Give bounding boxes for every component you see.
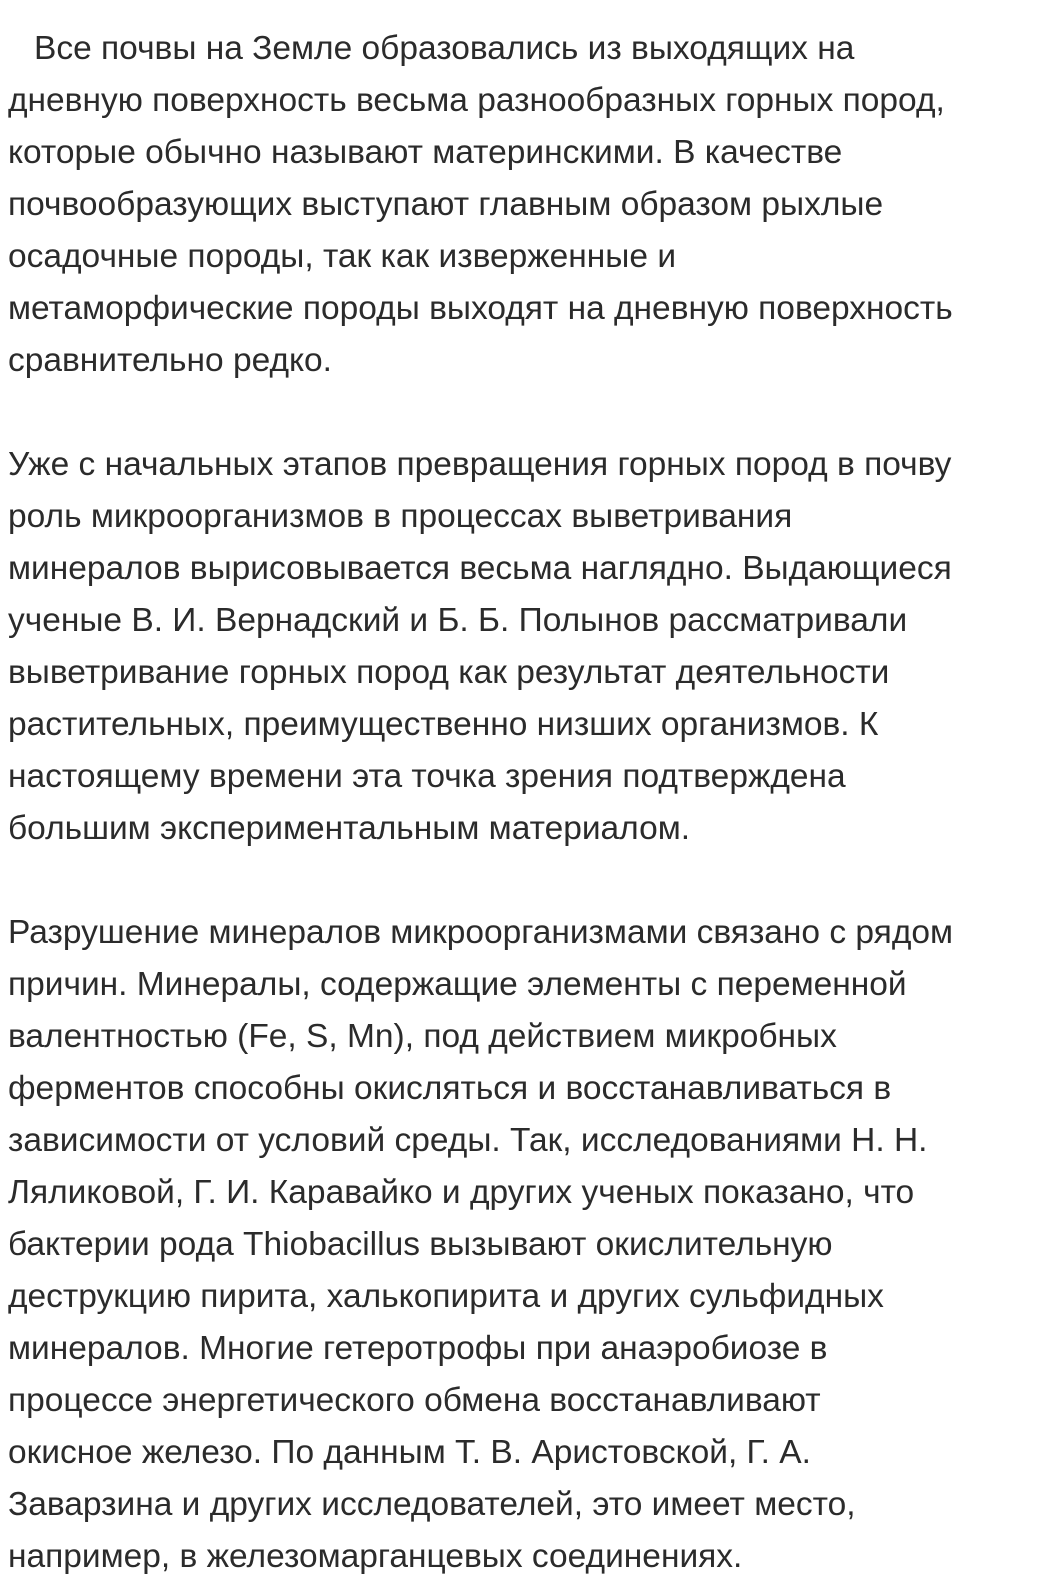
text-line: минералов вырисовывается весьма наглядно. Выдающиеся (8, 550, 952, 587)
text-line: почвообразующих выступают главным образом рыхлые (8, 186, 884, 223)
text-line: настоящему времени эта точка зрения подтверждена (8, 758, 846, 795)
text-line: растительных, преимущественно низших организмов. К (8, 706, 879, 743)
text-line: Заварзина и других исследователей, это имеет место, (8, 1486, 856, 1523)
text-line: Разрушение минералов микроорганизмами связано с рядом (8, 914, 954, 951)
text-line: окисное железо. По данным Т. В. Аристовской, Г. А. (8, 1434, 811, 1471)
paragraph-3 (8, 907, 1048, 1583)
text-line: выветривание горных пород как результат деятельности (8, 654, 890, 691)
text-line: ученые В. И. Вернадский и Б. Б. Полынов рассматривали (8, 602, 908, 639)
text-line: Ляликовой, Г. И. Каравайко и других ученых показано, что (8, 1174, 915, 1211)
text-line: которые обычно называют материнскими. В качестве (8, 134, 843, 171)
text-line: минералов. Многие гетеротрофы при анаэробиозе в (8, 1330, 828, 1367)
text-line: ферментов способны окисляться и восстанавливаться в (8, 1070, 892, 1107)
text-line: процессе энергетического обмена восстанавливают (8, 1382, 821, 1419)
text-line: зависимости от условий среды. Так, исследованиями Н. Н. (8, 1122, 928, 1159)
text-line: дневную поверхность весьма разнообразных горных пород, (8, 82, 945, 119)
paragraph-1 (8, 23, 1048, 387)
text-line: бактерии рода Thiobacillus вызывают окислительную (8, 1226, 833, 1263)
text-line: большим экспериментальным материалом. (8, 810, 691, 847)
document-body (8, 23, 1048, 1583)
text-line: осадочные породы, так как изверженные и (8, 238, 677, 275)
text-line: сравнительно редко. (8, 342, 332, 379)
text-line: деструкцию пирита, халькопирита и других сульфидных (8, 1278, 884, 1315)
text-line: роль микроорганизмов в процессах выветривания (8, 498, 793, 535)
text-line: Все почвы на Земле образовались из выходящих на (34, 30, 855, 67)
text-line: например, в железомарганцевых соединениях. (8, 1538, 743, 1575)
paragraph-2 (8, 439, 1048, 855)
text-line: валентностью (Fe, S, Mn), под действием микробных (8, 1018, 837, 1055)
text-line: метаморфические породы выходят на дневную поверхность (8, 290, 953, 327)
text-line: причин. Минералы, содержащие элементы с переменной (8, 966, 907, 1003)
text-line: Уже с начальных этапов превращения горных пород в почву (8, 446, 952, 483)
